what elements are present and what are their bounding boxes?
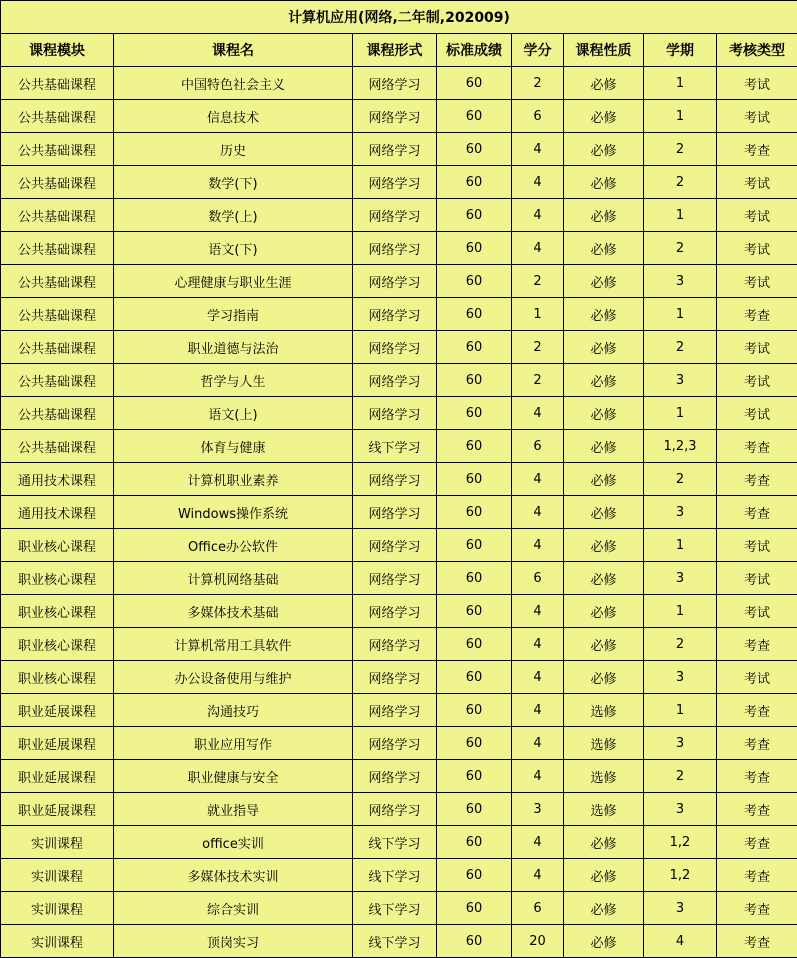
cell-semester: 2 xyxy=(644,463,717,496)
cell-course-format: 网络学习 xyxy=(353,232,437,265)
cell-course-type: 必修 xyxy=(564,496,644,529)
cell-course-format: 网络学习 xyxy=(353,166,437,199)
cell-standard-score: 60 xyxy=(437,232,512,265)
cell-course-name: 多媒体技术基础 xyxy=(114,595,353,628)
cell-course-type: 必修 xyxy=(564,199,644,232)
table-row xyxy=(1,859,797,892)
cell-semester: 2 xyxy=(644,760,717,793)
table-title: 计算机应用(网络,二年制,202009) xyxy=(1,1,797,34)
cell-module: 职业延展课程 xyxy=(1,760,114,793)
cell-assessment-type: 考试 xyxy=(717,166,797,199)
cell-credits: 1 xyxy=(512,298,564,331)
cell-course-type: 选修 xyxy=(564,760,644,793)
table-row xyxy=(1,793,797,826)
cell-course-format: 线下学习 xyxy=(353,826,437,859)
cell-semester: 3 xyxy=(644,661,717,694)
cell-standard-score: 60 xyxy=(437,166,512,199)
cell-course-type: 必修 xyxy=(564,859,644,892)
cell-assessment-type: 考试 xyxy=(717,364,797,397)
table-row xyxy=(1,67,797,100)
cell-module: 职业核心课程 xyxy=(1,595,114,628)
cell-course-format: 网络学习 xyxy=(353,67,437,100)
cell-standard-score: 60 xyxy=(437,529,512,562)
table-row xyxy=(1,628,797,661)
table-row xyxy=(1,496,797,529)
cell-assessment-type: 考查 xyxy=(717,760,797,793)
cell-course-name: 就业指导 xyxy=(114,793,353,826)
table-row xyxy=(1,331,797,364)
cell-standard-score: 60 xyxy=(437,397,512,430)
cell-standard-score: 60 xyxy=(437,892,512,925)
header-course-format: 课程形式 xyxy=(353,34,437,67)
cell-module: 实训课程 xyxy=(1,826,114,859)
cell-assessment-type: 考查 xyxy=(717,628,797,661)
cell-standard-score: 60 xyxy=(437,628,512,661)
cell-course-format: 网络学习 xyxy=(353,199,437,232)
cell-semester: 1,2 xyxy=(644,826,717,859)
cell-credits: 4 xyxy=(512,595,564,628)
cell-course-format: 网络学习 xyxy=(353,331,437,364)
cell-course-type: 必修 xyxy=(564,265,644,298)
table-body xyxy=(1,67,797,958)
cell-course-format: 网络学习 xyxy=(353,265,437,298)
cell-course-format: 网络学习 xyxy=(353,298,437,331)
table-row xyxy=(1,562,797,595)
title-row xyxy=(1,1,797,34)
cell-module: 公共基础课程 xyxy=(1,100,114,133)
cell-semester: 2 xyxy=(644,628,717,661)
cell-course-type: 必修 xyxy=(564,166,644,199)
cell-course-name: 多媒体技术实训 xyxy=(114,859,353,892)
cell-standard-score: 60 xyxy=(437,760,512,793)
cell-credits: 4 xyxy=(512,397,564,430)
cell-assessment-type: 考查 xyxy=(717,925,797,958)
header-course-type: 课程性质 xyxy=(564,34,644,67)
table-row xyxy=(1,364,797,397)
cell-course-type: 必修 xyxy=(564,232,644,265)
cell-course-type: 必修 xyxy=(564,430,644,463)
table-row xyxy=(1,595,797,628)
cell-course-name: 顶岗实习 xyxy=(114,925,353,958)
cell-credits: 4 xyxy=(512,760,564,793)
cell-assessment-type: 考查 xyxy=(717,826,797,859)
cell-course-name: 心理健康与职业生涯 xyxy=(114,265,353,298)
cell-course-name: office实训 xyxy=(114,826,353,859)
cell-credits: 2 xyxy=(512,265,564,298)
cell-module: 职业延展课程 xyxy=(1,793,114,826)
cell-course-name: 计算机职业素养 xyxy=(114,463,353,496)
table-row xyxy=(1,232,797,265)
cell-semester: 1 xyxy=(644,595,717,628)
cell-course-type: 必修 xyxy=(564,826,644,859)
cell-module: 职业延展课程 xyxy=(1,727,114,760)
table-row xyxy=(1,529,797,562)
cell-semester: 1 xyxy=(644,100,717,133)
cell-standard-score: 60 xyxy=(437,298,512,331)
cell-credits: 2 xyxy=(512,364,564,397)
cell-semester: 3 xyxy=(644,793,717,826)
cell-course-type: 必修 xyxy=(564,925,644,958)
table-row xyxy=(1,892,797,925)
header-course-name: 课程名 xyxy=(114,34,353,67)
cell-credits: 6 xyxy=(512,430,564,463)
cell-standard-score: 60 xyxy=(437,100,512,133)
cell-course-format: 网络学习 xyxy=(353,661,437,694)
cell-module: 公共基础课程 xyxy=(1,397,114,430)
table-row xyxy=(1,760,797,793)
table-row xyxy=(1,430,797,463)
cell-course-format: 线下学习 xyxy=(353,859,437,892)
cell-course-name: 学习指南 xyxy=(114,298,353,331)
cell-assessment-type: 考查 xyxy=(717,694,797,727)
cell-course-type: 选修 xyxy=(564,694,644,727)
cell-course-name: 综合实训 xyxy=(114,892,353,925)
cell-credits: 4 xyxy=(512,133,564,166)
cell-credits: 2 xyxy=(512,67,564,100)
cell-module: 通用技术课程 xyxy=(1,463,114,496)
cell-semester: 3 xyxy=(644,265,717,298)
cell-module: 职业核心课程 xyxy=(1,529,114,562)
table-row xyxy=(1,727,797,760)
cell-course-format: 线下学习 xyxy=(353,892,437,925)
cell-credits: 6 xyxy=(512,100,564,133)
cell-module: 实训课程 xyxy=(1,925,114,958)
cell-credits: 4 xyxy=(512,859,564,892)
cell-credits: 4 xyxy=(512,628,564,661)
cell-course-name: Office办公软件 xyxy=(114,529,353,562)
cell-course-type: 必修 xyxy=(564,67,644,100)
cell-course-name: 职业健康与安全 xyxy=(114,760,353,793)
cell-module: 公共基础课程 xyxy=(1,265,114,298)
cell-course-name: 职业道德与法治 xyxy=(114,331,353,364)
table-row xyxy=(1,100,797,133)
cell-standard-score: 60 xyxy=(437,133,512,166)
cell-assessment-type: 考试 xyxy=(717,397,797,430)
cell-credits: 4 xyxy=(512,826,564,859)
cell-module: 职业核心课程 xyxy=(1,562,114,595)
cell-assessment-type: 考试 xyxy=(717,100,797,133)
cell-standard-score: 60 xyxy=(437,463,512,496)
cell-standard-score: 60 xyxy=(437,331,512,364)
cell-course-format: 网络学习 xyxy=(353,133,437,166)
cell-course-name: 数学(上) xyxy=(114,199,353,232)
cell-standard-score: 60 xyxy=(437,859,512,892)
cell-course-type: 必修 xyxy=(564,529,644,562)
cell-semester: 1 xyxy=(644,67,717,100)
cell-course-format: 线下学习 xyxy=(353,430,437,463)
cell-credits: 4 xyxy=(512,694,564,727)
cell-assessment-type: 考查 xyxy=(717,793,797,826)
cell-assessment-type: 考查 xyxy=(717,133,797,166)
cell-standard-score: 60 xyxy=(437,661,512,694)
header-credits: 学分 xyxy=(512,34,564,67)
cell-assessment-type: 考试 xyxy=(717,265,797,298)
cell-credits: 4 xyxy=(512,166,564,199)
cell-semester: 2 xyxy=(644,166,717,199)
table-row xyxy=(1,166,797,199)
cell-credits: 3 xyxy=(512,793,564,826)
cell-standard-score: 60 xyxy=(437,925,512,958)
cell-credits: 4 xyxy=(512,463,564,496)
cell-course-type: 选修 xyxy=(564,727,644,760)
cell-course-format: 网络学习 xyxy=(353,397,437,430)
cell-course-format: 网络学习 xyxy=(353,364,437,397)
cell-course-name: 信息技术 xyxy=(114,100,353,133)
table-row xyxy=(1,694,797,727)
cell-standard-score: 60 xyxy=(437,199,512,232)
cell-course-type: 必修 xyxy=(564,364,644,397)
cell-assessment-type: 考查 xyxy=(717,463,797,496)
header-row xyxy=(1,34,797,67)
cell-course-format: 网络学习 xyxy=(353,100,437,133)
cell-assessment-type: 考试 xyxy=(717,199,797,232)
header-semester: 学期 xyxy=(644,34,717,67)
cell-course-name: 计算机常用工具软件 xyxy=(114,628,353,661)
cell-standard-score: 60 xyxy=(437,67,512,100)
cell-standard-score: 60 xyxy=(437,595,512,628)
cell-credits: 4 xyxy=(512,727,564,760)
cell-module: 公共基础课程 xyxy=(1,331,114,364)
cell-course-type: 必修 xyxy=(564,100,644,133)
cell-course-type: 必修 xyxy=(564,463,644,496)
cell-standard-score: 60 xyxy=(437,826,512,859)
cell-semester: 2 xyxy=(644,133,717,166)
cell-semester: 1 xyxy=(644,529,717,562)
cell-course-type: 必修 xyxy=(564,298,644,331)
cell-assessment-type: 考试 xyxy=(717,67,797,100)
cell-course-type: 必修 xyxy=(564,892,644,925)
cell-course-type: 必修 xyxy=(564,595,644,628)
table-row xyxy=(1,133,797,166)
cell-semester: 2 xyxy=(644,232,717,265)
cell-course-format: 网络学习 xyxy=(353,463,437,496)
table-row xyxy=(1,925,797,958)
cell-course-format: 网络学习 xyxy=(353,562,437,595)
cell-module: 职业核心课程 xyxy=(1,661,114,694)
cell-semester: 2 xyxy=(644,331,717,364)
header-standard-score: 标准成绩 xyxy=(437,34,512,67)
cell-standard-score: 60 xyxy=(437,496,512,529)
cell-course-name: Windows操作系统 xyxy=(114,496,353,529)
cell-course-format: 网络学习 xyxy=(353,793,437,826)
cell-module: 实训课程 xyxy=(1,859,114,892)
cell-course-name: 职业应用写作 xyxy=(114,727,353,760)
cell-semester: 3 xyxy=(644,364,717,397)
cell-semester: 1 xyxy=(644,397,717,430)
cell-assessment-type: 考查 xyxy=(717,859,797,892)
cell-credits: 4 xyxy=(512,496,564,529)
cell-course-type: 必修 xyxy=(564,661,644,694)
table-row xyxy=(1,826,797,859)
table-row xyxy=(1,265,797,298)
cell-course-format: 网络学习 xyxy=(353,496,437,529)
cell-course-format: 网络学习 xyxy=(353,760,437,793)
cell-semester: 1 xyxy=(644,694,717,727)
cell-course-name: 办公设备使用与维护 xyxy=(114,661,353,694)
cell-module: 公共基础课程 xyxy=(1,298,114,331)
cell-course-format: 网络学习 xyxy=(353,727,437,760)
cell-credits: 4 xyxy=(512,529,564,562)
cell-standard-score: 60 xyxy=(437,562,512,595)
cell-standard-score: 60 xyxy=(437,430,512,463)
cell-assessment-type: 考试 xyxy=(717,562,797,595)
cell-course-type: 选修 xyxy=(564,793,644,826)
cell-semester: 1,2,3 xyxy=(644,430,717,463)
cell-course-name: 体育与健康 xyxy=(114,430,353,463)
table-row xyxy=(1,199,797,232)
cell-course-type: 必修 xyxy=(564,331,644,364)
cell-course-format: 线下学习 xyxy=(353,925,437,958)
cell-credits: 6 xyxy=(512,892,564,925)
cell-module: 公共基础课程 xyxy=(1,133,114,166)
cell-course-name: 历史 xyxy=(114,133,353,166)
cell-semester: 3 xyxy=(644,562,717,595)
header-assessment-type: 考核类型 xyxy=(717,34,797,67)
cell-semester: 1,2 xyxy=(644,859,717,892)
cell-standard-score: 60 xyxy=(437,793,512,826)
cell-credits: 4 xyxy=(512,661,564,694)
cell-assessment-type: 考试 xyxy=(717,661,797,694)
cell-course-type: 必修 xyxy=(564,562,644,595)
cell-course-format: 网络学习 xyxy=(353,595,437,628)
cell-credits: 4 xyxy=(512,232,564,265)
cell-semester: 4 xyxy=(644,925,717,958)
cell-semester: 1 xyxy=(644,199,717,232)
cell-credits: 20 xyxy=(512,925,564,958)
cell-assessment-type: 考查 xyxy=(717,496,797,529)
cell-module: 职业延展课程 xyxy=(1,694,114,727)
cell-module: 公共基础课程 xyxy=(1,67,114,100)
cell-module: 实训课程 xyxy=(1,892,114,925)
cell-semester: 1 xyxy=(644,298,717,331)
cell-assessment-type: 考试 xyxy=(717,595,797,628)
cell-standard-score: 60 xyxy=(437,364,512,397)
cell-assessment-type: 考试 xyxy=(717,331,797,364)
cell-course-name: 语文(上) xyxy=(114,397,353,430)
cell-credits: 2 xyxy=(512,331,564,364)
header-module: 课程模块 xyxy=(1,34,114,67)
cell-course-type: 必修 xyxy=(564,133,644,166)
cell-course-name: 计算机网络基础 xyxy=(114,562,353,595)
table-row xyxy=(1,661,797,694)
cell-standard-score: 60 xyxy=(437,265,512,298)
cell-course-name: 数学(下) xyxy=(114,166,353,199)
table-row xyxy=(1,397,797,430)
cell-course-name: 哲学与人生 xyxy=(114,364,353,397)
cell-module: 职业核心课程 xyxy=(1,628,114,661)
cell-module: 通用技术课程 xyxy=(1,496,114,529)
cell-assessment-type: 考查 xyxy=(717,727,797,760)
cell-course-name: 语文(下) xyxy=(114,232,353,265)
cell-module: 公共基础课程 xyxy=(1,232,114,265)
cell-module: 公共基础课程 xyxy=(1,430,114,463)
cell-module: 公共基础课程 xyxy=(1,166,114,199)
cell-course-name: 中国特色社会主义 xyxy=(114,67,353,100)
cell-course-name: 沟通技巧 xyxy=(114,694,353,727)
cell-assessment-type: 考查 xyxy=(717,892,797,925)
cell-assessment-type: 考试 xyxy=(717,529,797,562)
cell-credits: 4 xyxy=(512,199,564,232)
cell-assessment-type: 考查 xyxy=(717,298,797,331)
cell-module: 公共基础课程 xyxy=(1,364,114,397)
cell-module: 公共基础课程 xyxy=(1,199,114,232)
cell-course-format: 网络学习 xyxy=(353,694,437,727)
cell-course-type: 必修 xyxy=(564,397,644,430)
cell-assessment-type: 考查 xyxy=(717,430,797,463)
cell-standard-score: 60 xyxy=(437,694,512,727)
table-row xyxy=(1,463,797,496)
table-row xyxy=(1,298,797,331)
cell-credits: 6 xyxy=(512,562,564,595)
cell-standard-score: 60 xyxy=(437,727,512,760)
cell-assessment-type: 考试 xyxy=(717,232,797,265)
cell-course-type: 必修 xyxy=(564,628,644,661)
cell-semester: 3 xyxy=(644,892,717,925)
cell-semester: 3 xyxy=(644,496,717,529)
cell-course-format: 网络学习 xyxy=(353,628,437,661)
cell-semester: 3 xyxy=(644,727,717,760)
cell-course-format: 网络学习 xyxy=(353,529,437,562)
